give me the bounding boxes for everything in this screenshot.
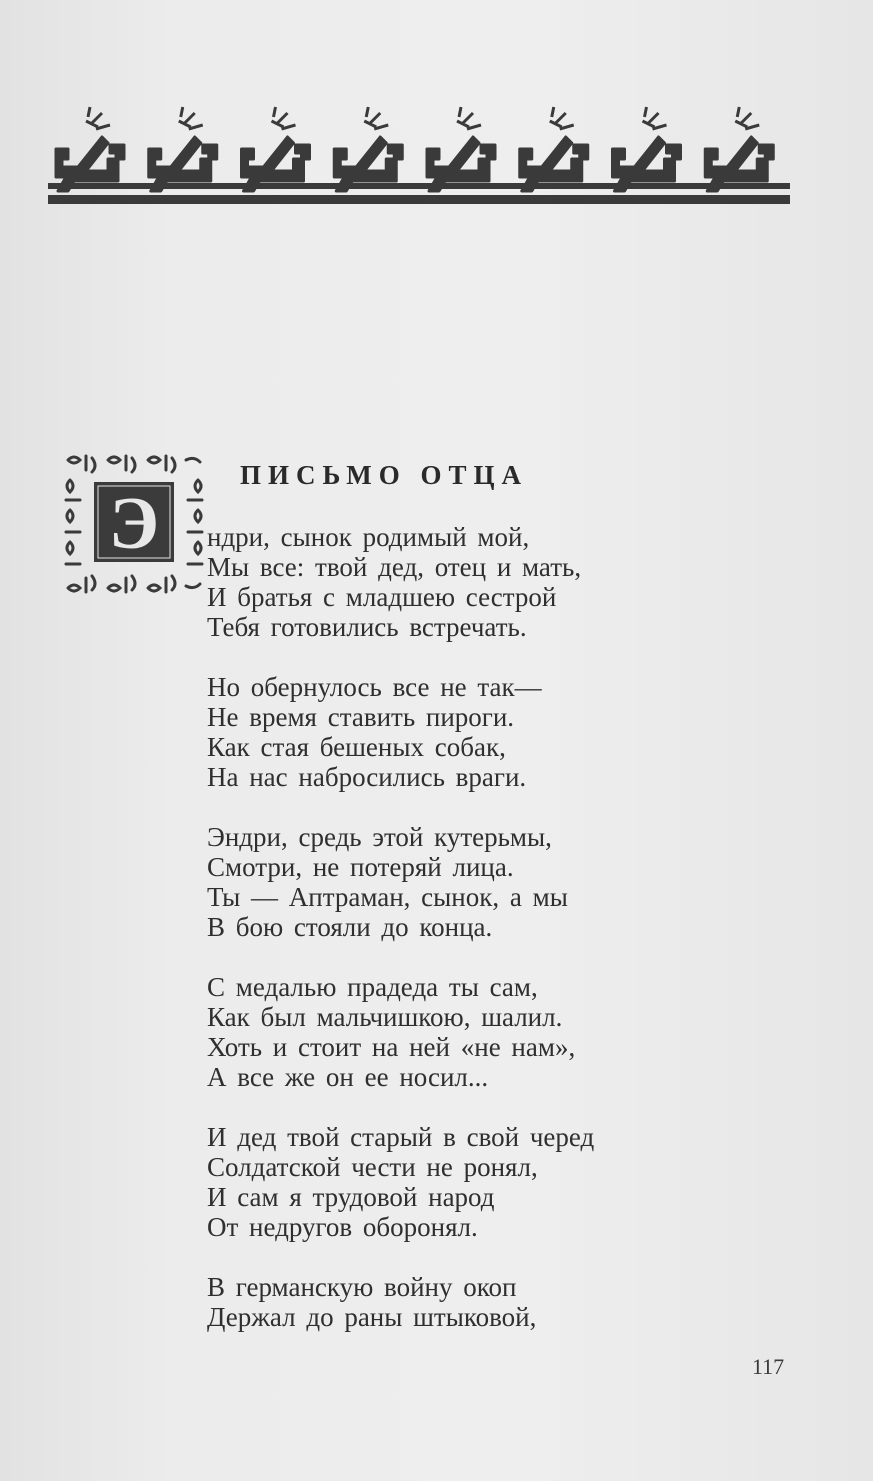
- ornamental-border-icon: [48, 105, 790, 207]
- poem-line: Солдатской чести не ронял,: [207, 1152, 538, 1182]
- poem-line: На нас набросились враги.: [207, 762, 527, 792]
- stanza: [207, 972, 667, 1092]
- border-rule-upper: [48, 183, 790, 189]
- poem-line: Тебя готовились встречать.: [207, 612, 527, 642]
- poem-line: Держал до раны штыковой,: [207, 1302, 537, 1332]
- poem-line: И сам я трудовой народ: [207, 1182, 495, 1212]
- border-motif-icon: [613, 107, 681, 191]
- poem-line: И братья с младшею сестрой: [207, 582, 557, 612]
- poem-line: Мы все: твой дед, отец и мать,: [207, 552, 582, 582]
- poem-line: Хоть и стоит на ней «не нам»,: [207, 1032, 576, 1062]
- poem-body: [207, 522, 667, 1362]
- border-motif-icon: [705, 107, 773, 191]
- poem-line: Эндри, средь этой кутерьмы,: [207, 822, 552, 852]
- poem-line: В германскую войну окоп: [207, 1272, 517, 1302]
- stanza: [207, 822, 667, 942]
- poem-line: Как стая бешеных собак,: [207, 732, 506, 762]
- stanza: [207, 1272, 667, 1332]
- poem-line: ндри, сынок родимый мой,: [207, 522, 530, 552]
- border-motif-icon: [427, 107, 495, 191]
- poem-title: ПИСЬМО ОТЦА: [240, 460, 529, 490]
- poem-line: Как был мальчишкою, шалил.: [207, 1002, 563, 1032]
- poem-line: С медалью прадеда ты сам,: [207, 972, 538, 1002]
- ornamental-drop-cap-icon: [62, 452, 206, 596]
- poem-line: Смотри, не потеряй лица.: [207, 852, 514, 882]
- stanza: [207, 522, 667, 642]
- poem-line: А все же он ее носил...: [207, 1062, 489, 1092]
- poem-line: Ты — Аптраман, сынок, а мы: [207, 882, 568, 912]
- poem-line: От недругов оборонял.: [207, 1212, 478, 1242]
- border-motif-icon: [520, 107, 588, 191]
- border-motif-icon: [149, 107, 217, 191]
- poem-line: В бою стояли до конца.: [207, 912, 493, 942]
- stanza: [207, 1122, 667, 1242]
- drop-cap-letter: Э: [108, 483, 160, 565]
- poem-line: И дед твой старый в свой черед: [207, 1122, 595, 1152]
- border-motif-icon: [334, 107, 402, 191]
- border-motif-icon: [56, 107, 124, 191]
- stanza: [207, 672, 667, 792]
- poem-line: Но обернулось все не так—: [207, 672, 542, 702]
- border-motif-icon: [242, 107, 310, 191]
- border-rule-lower: [48, 195, 790, 204]
- page-number: 117: [752, 1354, 785, 1379]
- poem-line: Не время ставить пироги.: [207, 702, 515, 732]
